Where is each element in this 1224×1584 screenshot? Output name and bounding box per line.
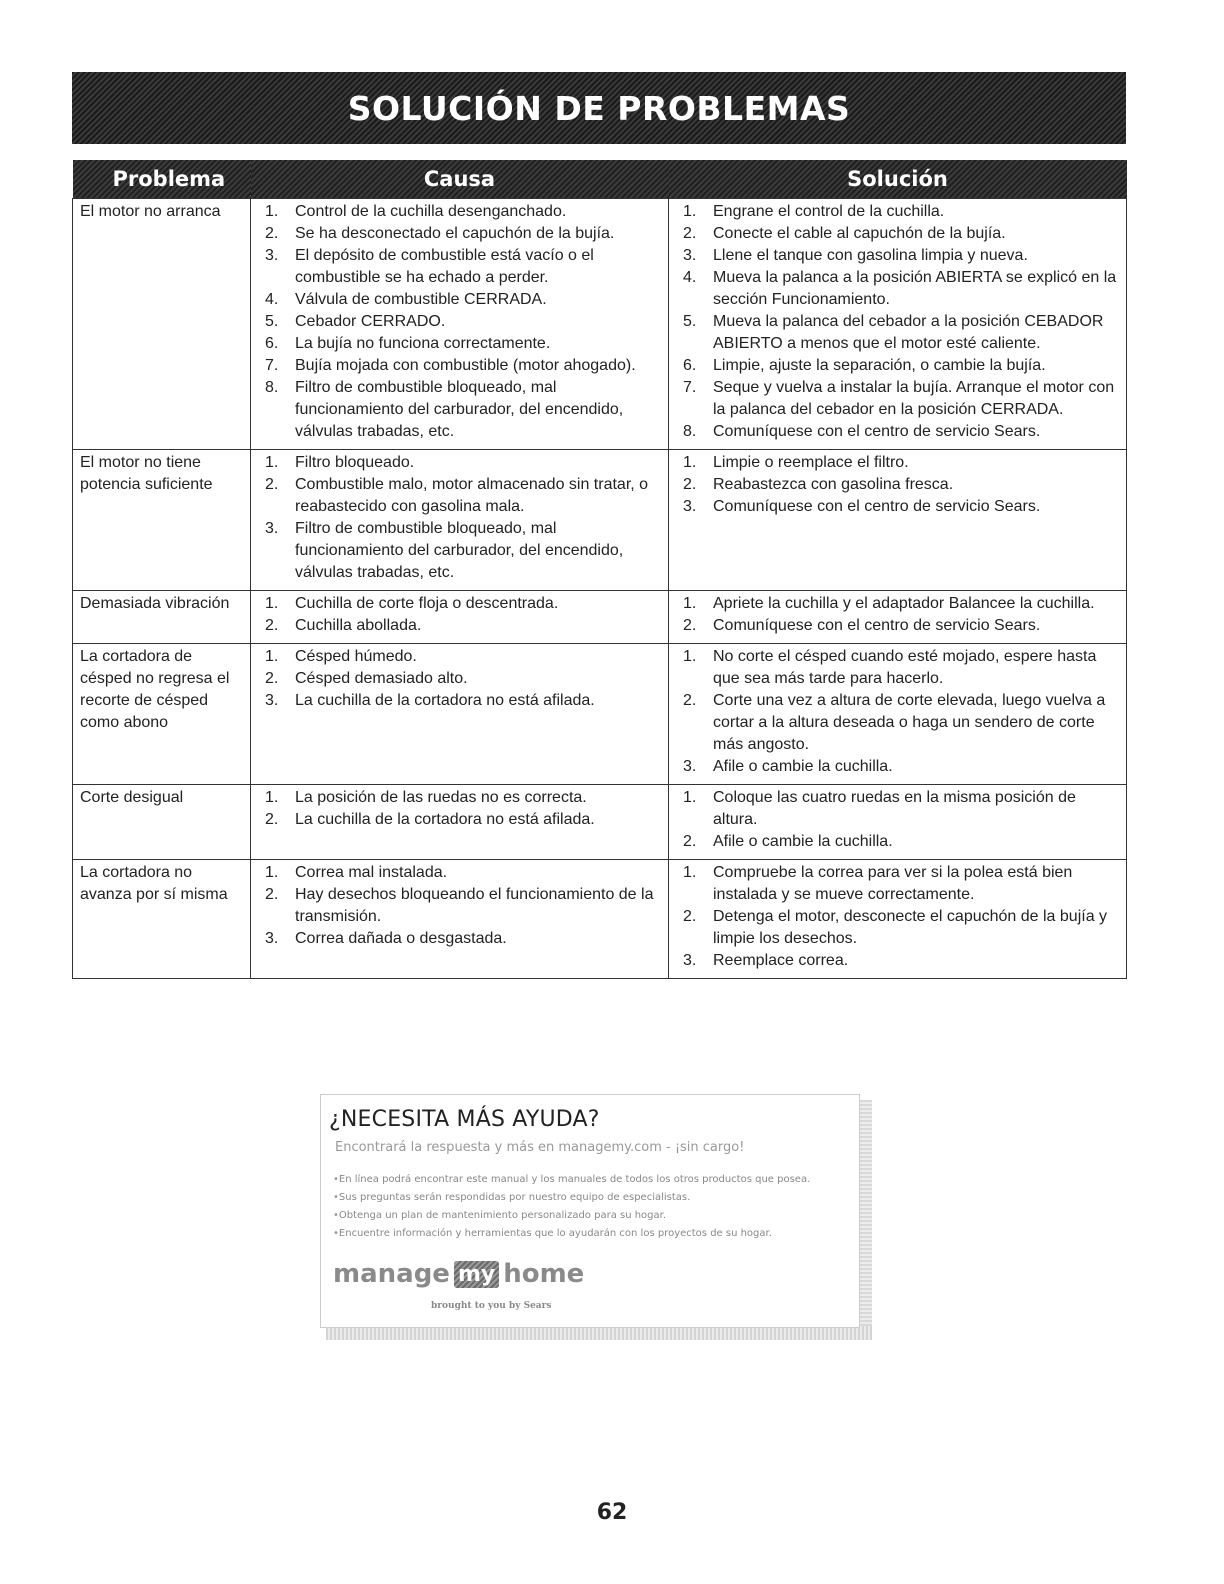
cause-number: 1. [265, 864, 279, 881]
table-header-row [73, 160, 1127, 199]
solution-item [675, 950, 1120, 972]
cause-item [257, 884, 662, 928]
logo-text-left: manage [333, 1259, 450, 1289]
cause-text: La bujía no funciona correctamente. [295, 335, 551, 352]
solution-text: Afile o cambie la cuchilla. [713, 833, 893, 850]
cause-number: 2. [265, 670, 279, 687]
solution-number: 2. [683, 225, 697, 242]
help-bullet: • Sus preguntas serán respondidas por nuestro equipo de especialistas. [333, 1189, 810, 1207]
solution-text: No corte el césped cuando esté mojado, espere hasta que sea más tarde para hacerlo. [713, 648, 1097, 687]
cause-number: 3. [265, 692, 279, 709]
cause-item [257, 787, 662, 809]
cause-number: 1. [265, 648, 279, 665]
cause-number: 3. [265, 520, 279, 537]
cause-item [257, 223, 662, 245]
cause-number: 1. [265, 789, 279, 806]
solution-text: Apriete la cuchilla y el adaptador Balancee la cuchilla. [713, 595, 1095, 612]
cause-text: Cebador CERRADO. [295, 313, 446, 330]
cause-text: Correa dañada o desgastada. [295, 930, 507, 947]
page-title: SOLUCIÓN DE PROBLEMAS [347, 88, 851, 128]
logo-badge: my [454, 1261, 499, 1288]
solution-text: Corte una vez a altura de corte elevada, luego vuelva a cortar a la altura deseada o haga un sendero de corte más angosto. [713, 692, 1106, 753]
header-cause: Causa [251, 160, 669, 199]
solution-number: 3. [683, 758, 697, 775]
problem-cell: La cortadora de césped no regresa el recorte de césped como abono [73, 644, 251, 785]
cause-text: La posición de las ruedas no es correcta. [295, 789, 587, 806]
cause-text: Filtro de combustible bloqueado, mal funcionamiento del carburador, del encendido, válvulas trabadas, etc. [295, 520, 624, 581]
solution-cell [669, 860, 1127, 979]
solution-number: 1. [683, 203, 697, 220]
cause-item [257, 452, 662, 474]
cause-number: 2. [265, 617, 279, 634]
solution-number: 1. [683, 789, 697, 806]
solution-item [675, 906, 1120, 950]
solution-item [675, 267, 1120, 311]
solution-number: 2. [683, 833, 697, 850]
table-row [73, 644, 1127, 785]
cause-cell [251, 644, 669, 785]
problem-cell: Demasiada vibración [73, 591, 251, 644]
solution-item [675, 615, 1120, 637]
help-box [320, 1094, 860, 1328]
cause-number: 1. [265, 595, 279, 612]
cause-item [257, 245, 662, 289]
solution-item [675, 862, 1120, 906]
cause-item [257, 862, 662, 884]
cause-cell [251, 591, 669, 644]
solution-text: Seque y vuelva a instalar la bujía. Arranque el motor con la palanca del cebador en la posición CERRADA. [713, 379, 1115, 418]
cause-text: Combustible malo, motor almacenado sin tratar, o reabastecido con gasolina mala. [295, 476, 649, 515]
solution-item [675, 496, 1120, 518]
solution-cell [669, 591, 1127, 644]
solution-text: Comuníquese con el centro de servicio Sears. [713, 423, 1041, 440]
cause-item [257, 593, 662, 615]
help-bullet: • En línea podrá encontrar este manual y los manuales de todos los otros productos que posea. [333, 1171, 810, 1189]
help-box-shadow-bottom [326, 1326, 872, 1340]
solution-item [675, 223, 1120, 245]
cause-number: 6. [265, 335, 279, 352]
table-row [73, 785, 1127, 860]
solution-item [675, 831, 1120, 853]
managemyhome-logo [333, 1259, 584, 1289]
problem-cell: Corte desigual [73, 785, 251, 860]
solution-item [675, 787, 1120, 831]
solution-item [675, 646, 1120, 690]
solution-item [675, 355, 1120, 377]
cause-number: 8. [265, 379, 279, 396]
solution-number: 6. [683, 357, 697, 374]
cause-text: La cuchilla de la cortadora no está afilada. [295, 811, 595, 828]
cause-text: Hay desechos bloqueando el funcionamiento de la transmisión. [295, 886, 654, 925]
solution-number: 2. [683, 908, 697, 925]
cause-number: 5. [265, 313, 279, 330]
cause-item [257, 646, 662, 668]
table-row [73, 450, 1127, 591]
troubleshooting-table [72, 160, 1127, 979]
cause-text: Cuchilla abollada. [295, 617, 422, 634]
solution-number: 4. [683, 269, 697, 286]
table-row [73, 199, 1127, 450]
cause-text: Filtro de combustible bloqueado, mal funcionamiento del carburador, del encendido, válvulas trabadas, etc. [295, 379, 624, 440]
logo-tagline: brought to you by Sears [431, 1301, 552, 1311]
solution-number: 1. [683, 595, 697, 612]
solution-number: 2. [683, 692, 697, 709]
solution-number: 8. [683, 423, 697, 440]
cause-number: 3. [265, 247, 279, 264]
problem-cell: El motor no arranca [73, 199, 251, 450]
cause-number: 3. [265, 930, 279, 947]
header-problem: Problema [73, 160, 251, 199]
solution-text: Limpie o reemplace el filtro. [713, 454, 909, 471]
solution-item [675, 311, 1120, 355]
solution-item [675, 421, 1120, 443]
cause-cell [251, 199, 669, 450]
header-solution: Solución [669, 160, 1127, 199]
solution-text: Compruebe la correa para ver si la polea está bien instalada y se mueve correctamente. [713, 864, 1073, 903]
solution-text: Llene el tanque con gasolina limpia y nueva. [713, 247, 1028, 264]
help-subtitle: Encontrará la respuesta y más en managemy.com - ¡sin cargo! [335, 1140, 745, 1155]
cause-text: La cuchilla de la cortadora no está afilada. [295, 692, 595, 709]
solution-number: 5. [683, 313, 697, 330]
solution-text: Mueva la palanca del cebador a la posición CEBADOR ABIERTO a menos que el motor esté caliente. [713, 313, 1104, 352]
solution-item [675, 452, 1120, 474]
cause-item [257, 690, 662, 712]
solution-number: 2. [683, 617, 697, 634]
table-row [73, 591, 1127, 644]
cause-number: 4. [265, 291, 279, 308]
cause-text: El depósito de combustible está vacío o el combustible se ha echado a perder. [295, 247, 594, 286]
cause-text: Bujía mojada con combustible (motor ahogado). [295, 357, 636, 374]
cause-item [257, 928, 662, 950]
solution-text: Mueva la palanca a la posición ABIERTA se explicó en la sección Funcionamiento. [713, 269, 1117, 308]
cause-number: 2. [265, 476, 279, 493]
solution-item [675, 756, 1120, 778]
solution-number: 3. [683, 247, 697, 264]
cause-text: Válvula de combustible CERRADA. [295, 291, 547, 308]
problem-cell: El motor no tiene potencia suficiente [73, 450, 251, 591]
solution-text: Reemplace correa. [713, 952, 849, 969]
cause-item [257, 201, 662, 223]
cause-item [257, 668, 662, 690]
cause-item [257, 377, 662, 443]
cause-text: Se ha desconectado el capuchón de la bujía. [295, 225, 615, 242]
title-banner [72, 72, 1126, 144]
cause-item [257, 615, 662, 637]
solution-number: 1. [683, 454, 697, 471]
help-box-shadow-right [858, 1100, 872, 1340]
solution-text: Afile o cambie la cuchilla. [713, 758, 893, 775]
cause-item [257, 809, 662, 831]
problem-cell: La cortadora no avanza por sí misma [73, 860, 251, 979]
help-bullet: • Obtenga un plan de mantenimiento personalizado para su hogar. [333, 1207, 810, 1225]
cause-text: Cuchilla de corte floja o descentrada. [295, 595, 559, 612]
solution-item [675, 377, 1120, 421]
solution-item [675, 474, 1120, 496]
help-bullet: • Encuentre información y herramientas que lo ayudarán con los proyectos de su hogar. [333, 1225, 810, 1243]
solution-number: 1. [683, 648, 697, 665]
solution-text: Limpie, ajuste la separación, o cambie la bujía. [713, 357, 1046, 374]
solution-number: 1. [683, 864, 697, 881]
solution-text: Engrane el control de la cuchilla. [713, 203, 945, 220]
solution-item [675, 690, 1120, 756]
cause-item [257, 311, 662, 333]
cause-text: Control de la cuchilla desenganchado. [295, 203, 567, 220]
cause-item [257, 333, 662, 355]
cause-cell [251, 860, 669, 979]
cause-text: Césped demasiado alto. [295, 670, 468, 687]
cause-number: 2. [265, 886, 279, 903]
cause-item [257, 518, 662, 584]
cause-number: 2. [265, 811, 279, 828]
cause-number: 2. [265, 225, 279, 242]
solution-number: 7. [683, 379, 697, 396]
solution-number: 3. [683, 952, 697, 969]
cause-text: Filtro bloqueado. [295, 454, 415, 471]
solution-number: 3. [683, 498, 697, 515]
solution-cell [669, 644, 1127, 785]
cause-number: 1. [265, 203, 279, 220]
solution-text: Coloque las cuatro ruedas en la misma posición de altura. [713, 789, 1076, 828]
solution-cell [669, 450, 1127, 591]
solution-cell [669, 785, 1127, 860]
help-title: ¿NECESITA MÁS AYUDA? [329, 1107, 600, 1132]
logo-text-right: home [503, 1259, 585, 1289]
page-number: 62 [596, 1500, 628, 1525]
solution-item [675, 201, 1120, 223]
solution-text: Reabastezca con gasolina fresca. [713, 476, 954, 493]
cause-text: Césped húmedo. [295, 648, 417, 665]
solution-item [675, 245, 1120, 267]
solution-number: 2. [683, 476, 697, 493]
solution-text: Comuníquese con el centro de servicio Sears. [713, 617, 1041, 634]
solution-text: Detenga el motor, desconecte el capuchón de la bujía y limpie los desechos. [713, 908, 1108, 947]
solution-text: Comuníquese con el centro de servicio Sears. [713, 498, 1041, 515]
cause-number: 1. [265, 454, 279, 471]
table-row [73, 860, 1127, 979]
cause-cell [251, 785, 669, 860]
cause-number: 7. [265, 357, 279, 374]
cause-cell [251, 450, 669, 591]
solution-text: Conecte el cable al capuchón de la bujía. [713, 225, 1006, 242]
cause-item [257, 289, 662, 311]
help-bullets [333, 1171, 810, 1243]
cause-item [257, 474, 662, 518]
solution-cell [669, 199, 1127, 450]
solution-item [675, 593, 1120, 615]
cause-item [257, 355, 662, 377]
cause-text: Correa mal instalada. [295, 864, 448, 881]
